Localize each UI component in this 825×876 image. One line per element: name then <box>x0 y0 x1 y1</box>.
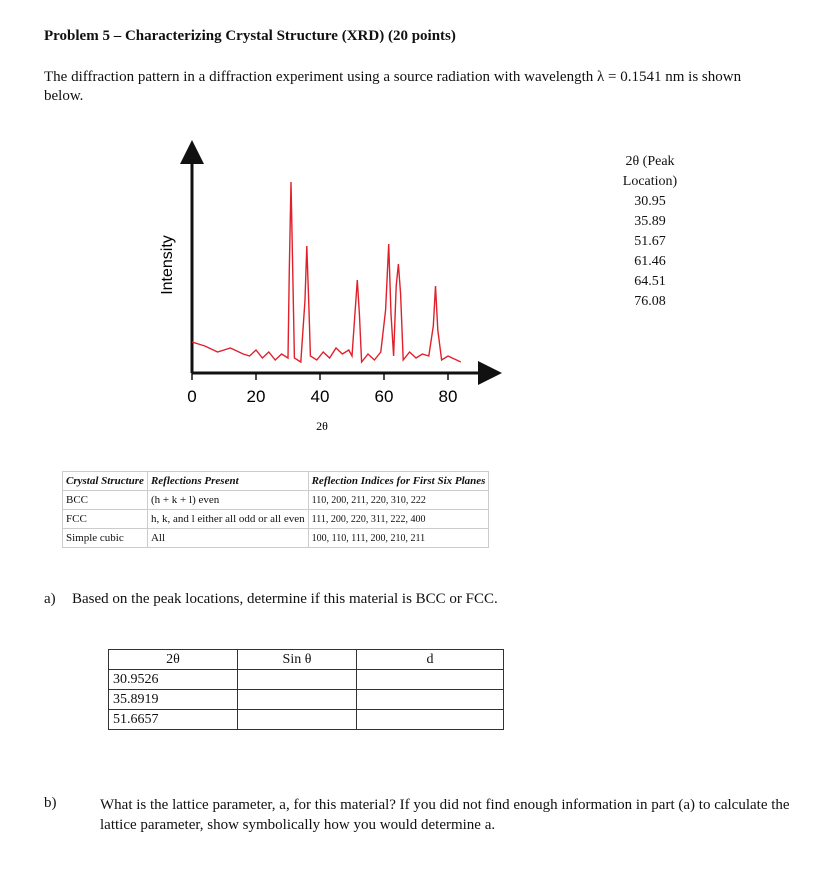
table-row <box>63 529 489 548</box>
table-row <box>63 491 489 510</box>
table-row <box>109 670 504 690</box>
table-cell: 30.9526 <box>109 670 238 690</box>
y-axis-label: Intensity <box>159 235 176 295</box>
part-b-label: b) <box>44 795 57 811</box>
peak-value: 35.89 <box>634 214 666 229</box>
peak-list-header: 2θ (Peak Location) <box>622 154 678 189</box>
part-a-label: a) <box>44 591 56 607</box>
table-cell: (h + k + l) even <box>147 491 308 510</box>
table-cell: 35.8919 <box>109 690 238 710</box>
part-b-text: What is the lattice parameter, a, for this material? If you did not find enough information in part (a) to calculate the lattice parameter, show symbolically how you would determine a. <box>100 797 790 833</box>
diffraction-pattern-line <box>192 182 461 362</box>
x-tick-label: 60 <box>374 387 394 406</box>
part-a-text: Based on the peak locations, determine if this material is BCC or FCC. <box>72 591 498 607</box>
peak-value: 61.46 <box>634 254 666 269</box>
column-header: Reflection Indices for First Six Planes <box>308 472 489 491</box>
table-row <box>109 710 504 730</box>
calculation-table <box>108 649 504 730</box>
peak-value: 30.95 <box>634 194 666 209</box>
answer-cell[interactable] <box>357 690 504 710</box>
problem-intro: The diffraction pattern in a diffraction experiment using a source radiation with wavelength λ = 0.1541 nm is shown below. <box>44 69 742 104</box>
peak-value: 64.51 <box>634 274 666 289</box>
table-cell: h, k, and l either all odd or all even <box>147 510 308 529</box>
table-row <box>63 510 489 529</box>
problem-title: Problem 5 – Characterizing Crystal Structure (XRD) (20 points) <box>44 28 456 44</box>
table-cell: Simple cubic <box>63 529 148 548</box>
table-cell: 51.6657 <box>109 710 238 730</box>
crystal-structure-table <box>62 471 489 548</box>
table-header-row <box>109 650 504 670</box>
x-tick-label: 0 <box>187 387 197 406</box>
table-row <box>109 690 504 710</box>
x-axis-label: 2θ <box>316 419 328 433</box>
table-cell: 110, 200, 211, 220, 310, 222 <box>308 491 489 510</box>
column-header: 2θ <box>109 650 238 670</box>
peak-location-list <box>600 152 700 312</box>
table-cell: BCC <box>63 491 148 510</box>
answer-cell[interactable] <box>238 690 357 710</box>
column-header: Crystal Structure <box>63 472 148 491</box>
answer-cell[interactable] <box>357 670 504 690</box>
table-cell: 100, 110, 111, 200, 210, 211 <box>308 529 489 548</box>
table-header-row <box>63 472 489 491</box>
column-header: Reflections Present <box>147 472 308 491</box>
answer-cell[interactable] <box>238 710 357 730</box>
x-tick-label: 80 <box>438 387 458 406</box>
part-a-question <box>44 591 498 608</box>
column-header: d <box>357 650 504 670</box>
x-tick-label: 20 <box>246 387 266 406</box>
column-header: Sin θ <box>238 650 357 670</box>
table-cell: 111, 200, 220, 311, 222, 400 <box>308 510 489 529</box>
x-tick-label: 40 <box>310 387 330 406</box>
answer-cell[interactable] <box>357 710 504 730</box>
table-cell: FCC <box>63 510 148 529</box>
xrd-chart <box>140 140 520 440</box>
table-cell: All <box>147 529 308 548</box>
peak-value: 51.67 <box>634 234 666 249</box>
answer-cell[interactable] <box>238 670 357 690</box>
peak-value: 76.08 <box>634 294 666 309</box>
